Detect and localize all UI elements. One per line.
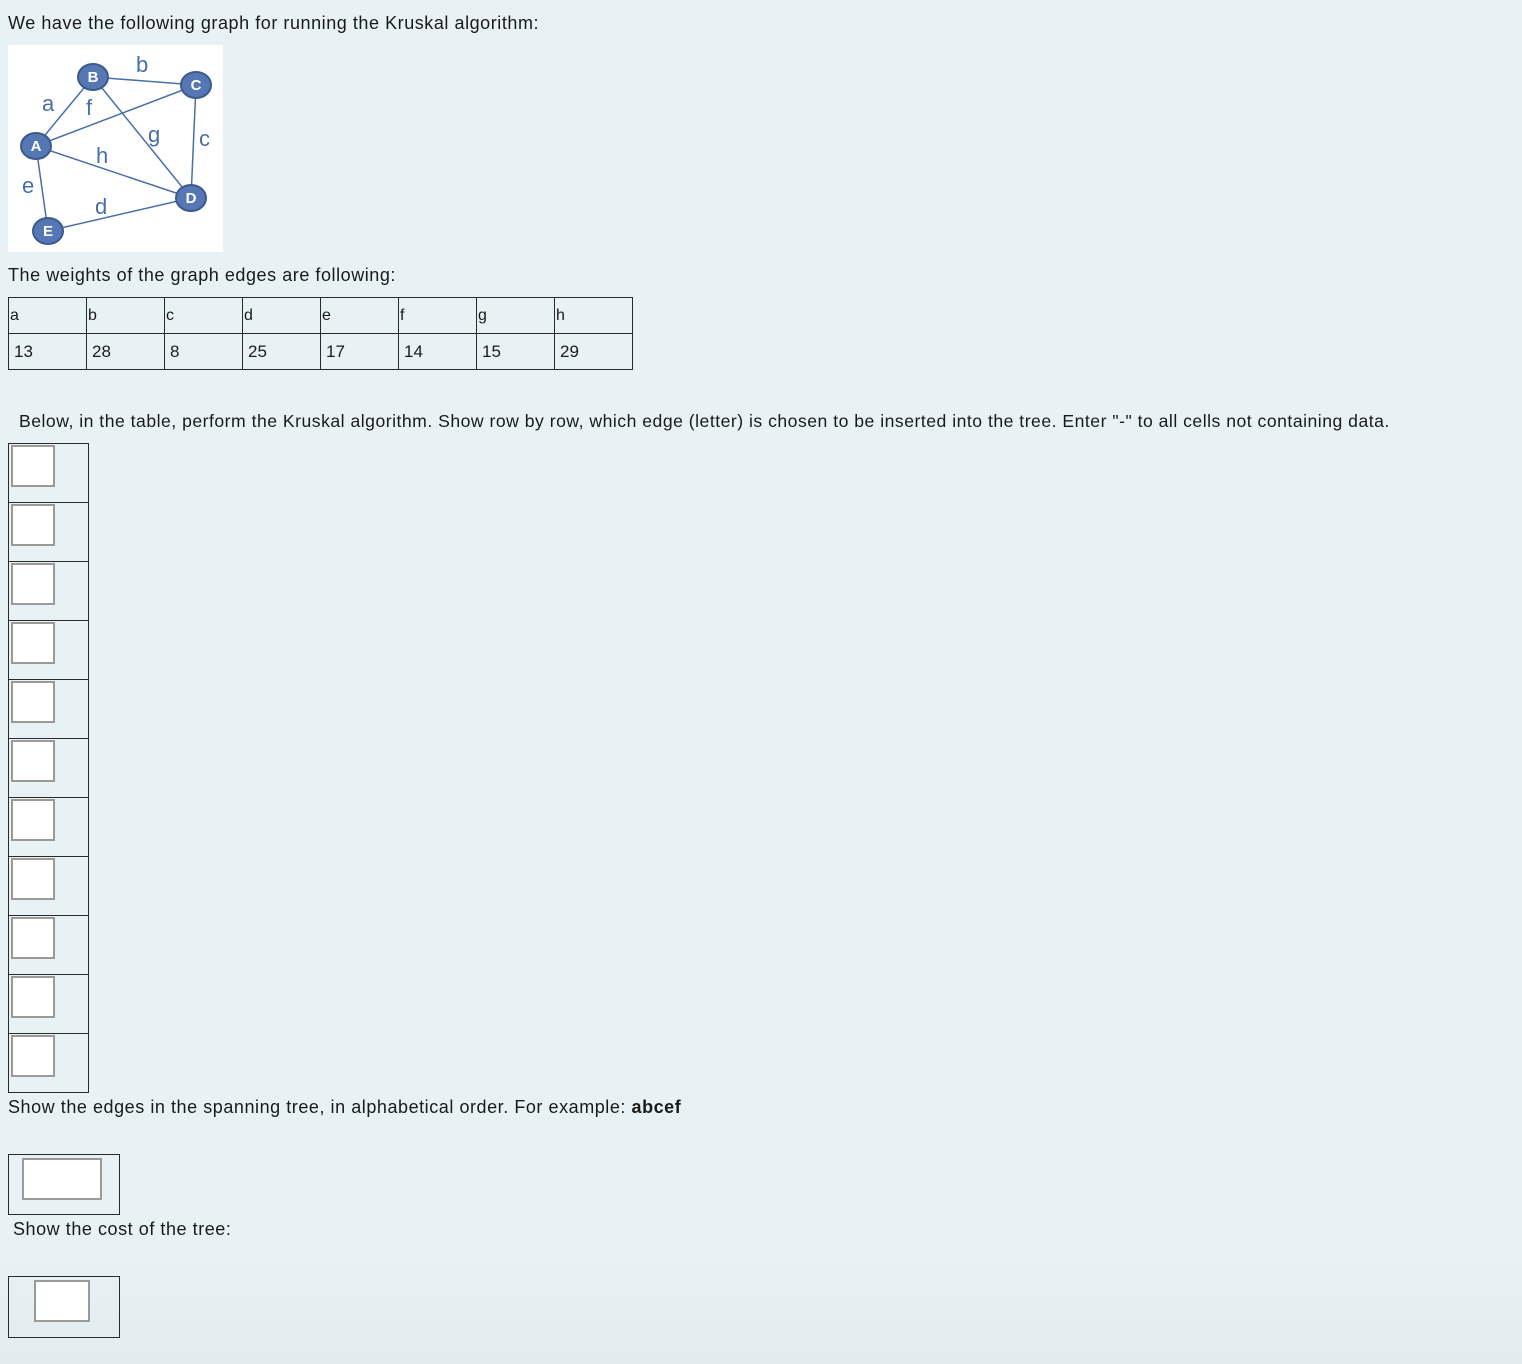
step-cell (9, 621, 89, 680)
node-label-c: C (190, 77, 202, 94)
edge-label-d: d (95, 194, 108, 219)
edge-label-f: f (86, 95, 93, 120)
edges-answer-cell (8, 1154, 120, 1215)
step-input-8[interactable] (11, 858, 55, 900)
edge-g-line (93, 77, 191, 198)
step-cell (9, 562, 89, 621)
step-cell (9, 857, 89, 916)
weights-value-cell: 13 (9, 334, 87, 370)
step-cell (9, 916, 89, 975)
node-label-d: D (185, 190, 197, 207)
cost-answer-cell (8, 1276, 120, 1338)
weights-table (8, 297, 633, 370)
edge-c-line (191, 85, 196, 198)
edges-prompt (8, 1096, 681, 1118)
edge-label-e: e (22, 173, 35, 198)
step-row (9, 916, 89, 975)
weights-header-cell: d (243, 298, 321, 334)
graph-diagram (8, 45, 223, 252)
step-input-10[interactable] (11, 976, 55, 1018)
step-row (9, 798, 89, 857)
node-label-e: E (42, 223, 54, 240)
step-row (9, 503, 89, 562)
step-input-4[interactable] (11, 622, 55, 664)
weights-header-cell: a (9, 298, 87, 334)
node-label-a: A (30, 138, 42, 155)
cost-answer-input[interactable] (34, 1280, 90, 1322)
step-cell (9, 1034, 89, 1093)
weights-header-cell: g (477, 298, 555, 334)
weights-value-cell: 25 (243, 334, 321, 370)
weights-value-cell: 15 (477, 334, 555, 370)
step-row (9, 857, 89, 916)
kruskal-steps-table (8, 443, 89, 1093)
step-row (9, 680, 89, 739)
step-cell (9, 739, 89, 798)
step-cell (9, 444, 89, 503)
weights-value-row (9, 334, 633, 370)
edges-prompt-text: Show the edges in the spanning tree, in alphabetical order. For example: (8, 1097, 632, 1117)
weights-value-cell: 28 (87, 334, 165, 370)
weights-value-cell: 17 (321, 334, 399, 370)
weights-header-cell: e (321, 298, 399, 334)
edge-label-a: a (42, 91, 55, 116)
step-input-5[interactable] (11, 681, 55, 723)
step-row (9, 1034, 89, 1093)
step-input-6[interactable] (11, 740, 55, 782)
weights-header-row (9, 298, 633, 334)
edge-f-line (36, 85, 196, 146)
step-cell (9, 798, 89, 857)
edge-d-line (48, 198, 191, 231)
weights-header-cell: c (165, 298, 243, 334)
weights-header-cell: f (399, 298, 477, 334)
step-row (9, 444, 89, 503)
edges-answer-input[interactable] (22, 1158, 102, 1200)
weights-value-cell: 8 (165, 334, 243, 370)
edge-h-line (36, 146, 191, 198)
weights-value-cell: 14 (399, 334, 477, 370)
step-cell (9, 503, 89, 562)
step-input-9[interactable] (11, 917, 55, 959)
intro-text: We have the following graph for running the Kruskal algorithm: (8, 13, 540, 33)
cost-prompt: Show the cost of the tree: (13, 1219, 232, 1239)
step-row (9, 621, 89, 680)
weights-heading: The weights of the graph edges are following: (8, 265, 396, 285)
weights-header-cell: b (87, 298, 165, 334)
weights-header-cell: h (555, 298, 633, 334)
instructions-text: Below, in the table, perform the Kruskal algorithm. Show row by row, which edge (letter) is chosen to be inserted into the tree. Enter "-" to all cells not containing data. (19, 411, 1390, 431)
step-input-2[interactable] (11, 504, 55, 546)
step-row (9, 739, 89, 798)
step-cell (9, 680, 89, 739)
edge-label-c: c (199, 126, 210, 151)
step-row (9, 975, 89, 1034)
node-label-b: B (87, 69, 99, 86)
graph-figure (8, 45, 223, 252)
step-row (9, 562, 89, 621)
step-input-1[interactable] (11, 445, 55, 487)
edge-label-b: b (136, 52, 149, 77)
edge-label-g: g (148, 122, 161, 147)
step-cell (9, 975, 89, 1034)
edges-prompt-example: abcef (631, 1097, 682, 1117)
step-input-3[interactable] (11, 563, 55, 605)
weights-value-cell: 29 (555, 334, 633, 370)
step-input-11[interactable] (11, 1035, 55, 1077)
step-input-7[interactable] (11, 799, 55, 841)
edge-label-h: h (96, 143, 109, 168)
